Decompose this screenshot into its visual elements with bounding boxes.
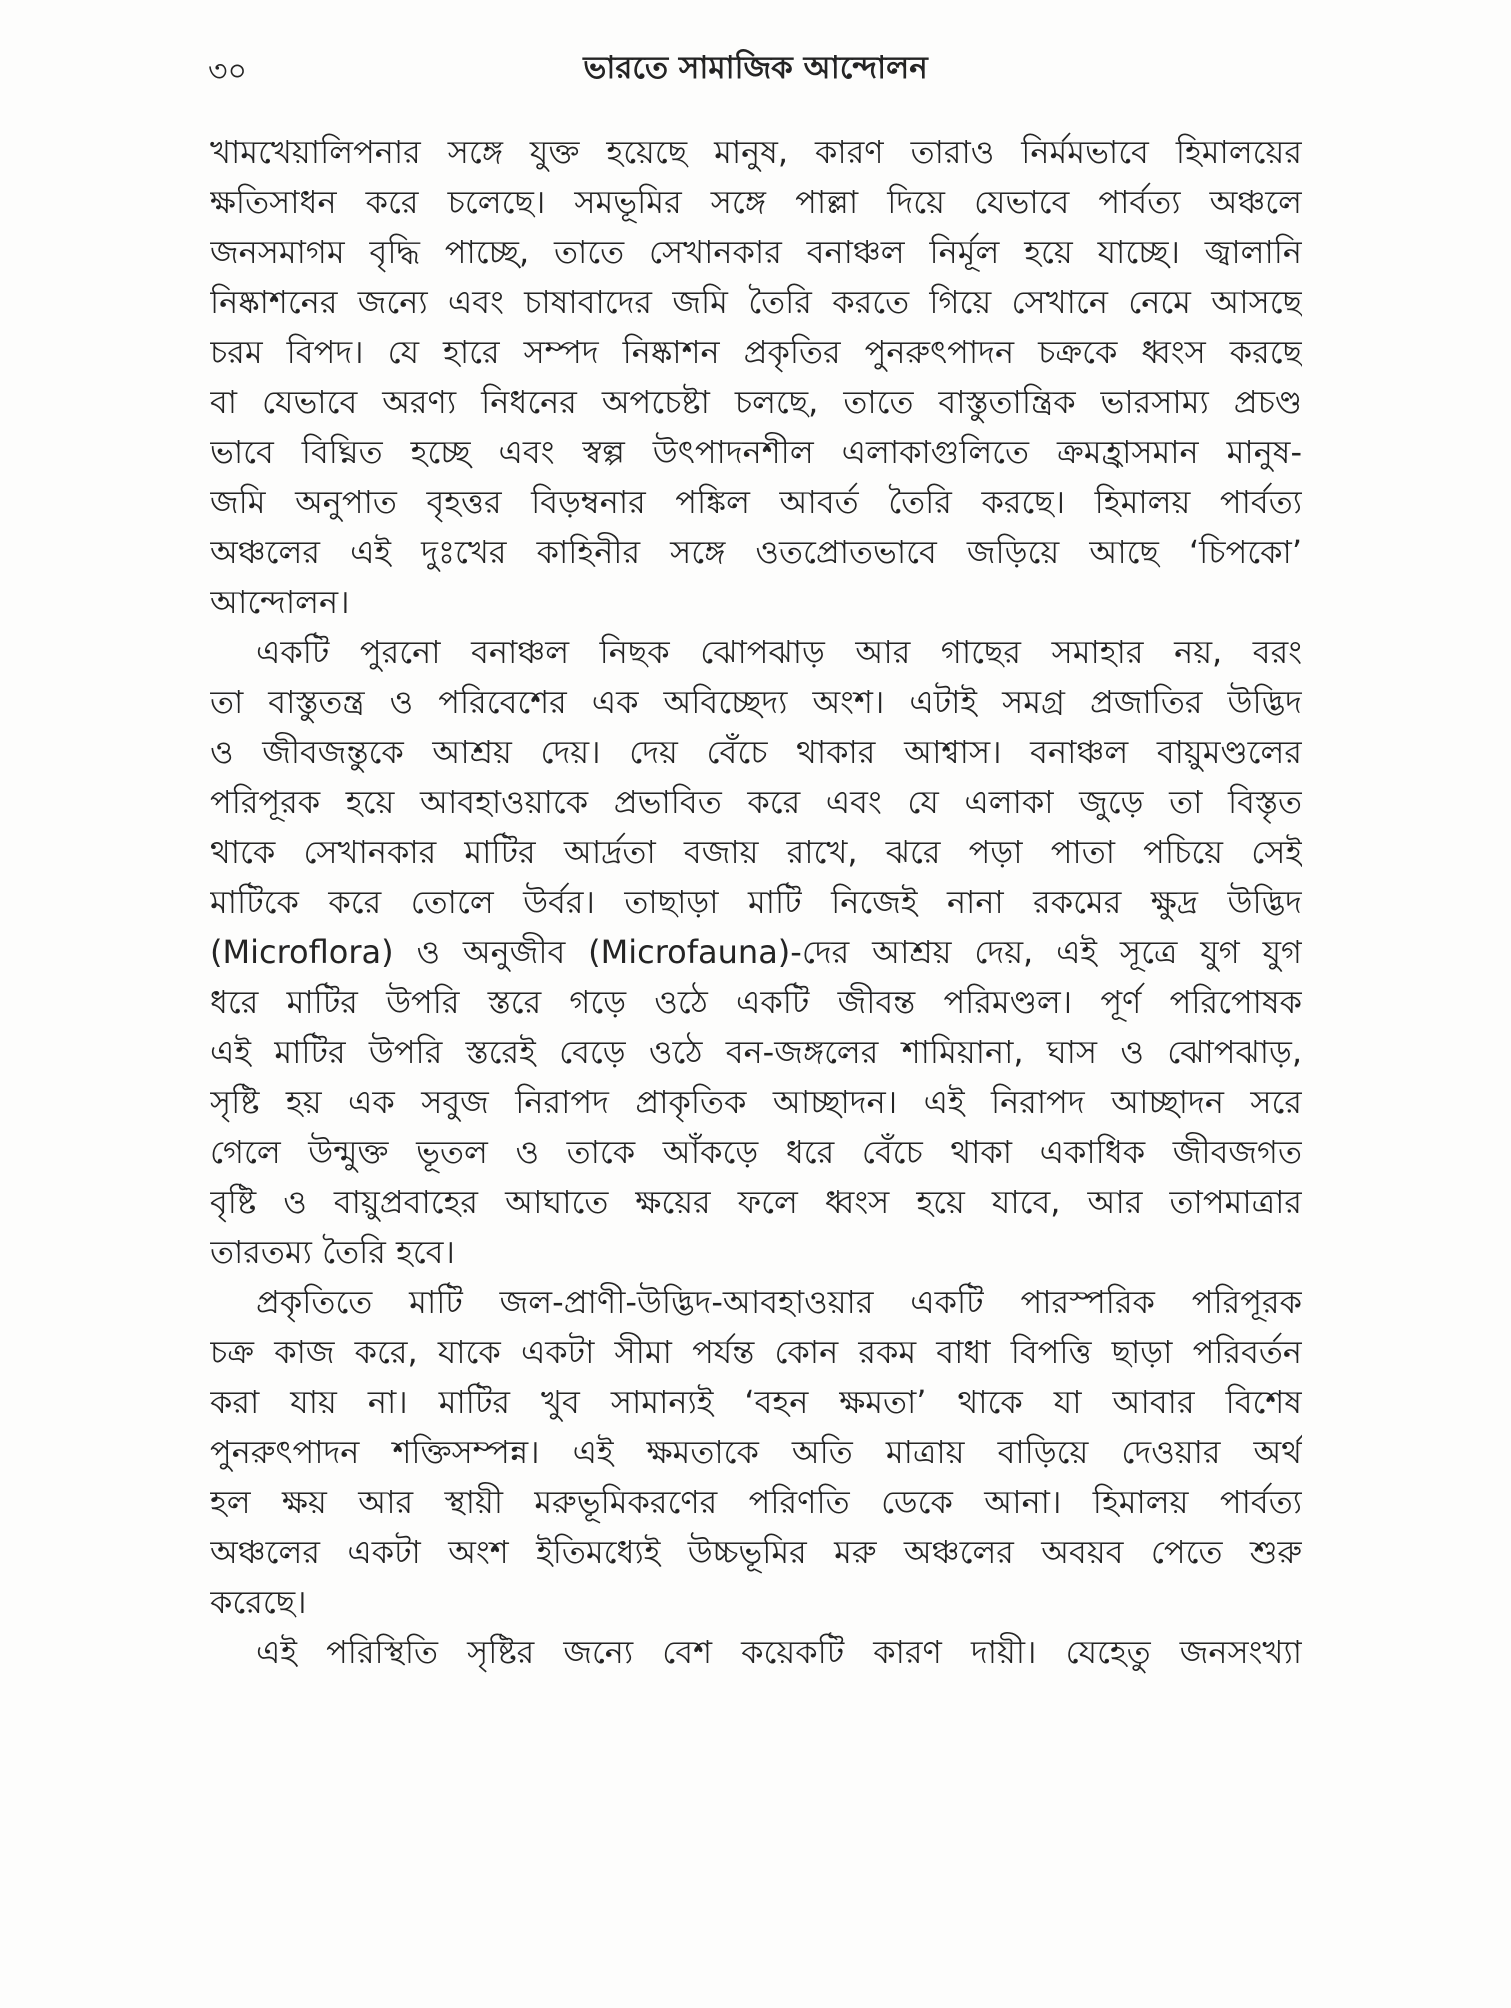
page-number: ৩০	[208, 54, 248, 89]
text-line: পরিপূরক হয়ে আবহাওয়াকে প্রভাবিত করে এবং যে এলাকা জুড়ে তা বিস্তৃত	[210, 783, 1302, 821]
text-line: মাটিকে করে তোলে উর্বর। তাছাড়া মাটি নিজেই নানা রকমের ক্ষুদ্র উদ্ভিদ	[210, 883, 1302, 921]
text-line: জমি অনুপাত বৃহত্তর বিড়ম্বনার পঙ্কিল আবর্ত তৈরি করছে। হিমালয় পার্বত্য	[210, 483, 1302, 521]
text-line: এই পরিস্থিতি সৃষ্টির জন্যে বেশ কয়েকটি কারণ দায়ী। যেহেতু জনসংখ্যা	[256, 1633, 1302, 1671]
text-line: বা যেভাবে অরণ্য নিধনের অপচেষ্টা চলছে, তাতে বাস্তুতান্ত্রিক ভারসাম্য প্রচণ্ড	[210, 383, 1302, 421]
text-line: করেছে।	[210, 1583, 307, 1621]
text-line: জনসমাগম বৃদ্ধি পাচ্ছে, তাতে সেখানকার বনাঞ্চল নির্মূল হয়ে যাচ্ছে। জ্বালানি	[210, 233, 1302, 271]
text-line: (Microflora) ও অনুজীব (Microfauna)-দের আশ্রয় দেয়, এই সূত্রে যুগ যুগ	[210, 933, 1302, 971]
body-text	[210, 127, 1302, 1677]
text-line: নিষ্কাশনের জন্যে এবং চাষাবাদের জমি তৈরি করতে গিয়ে সেখানে নেমে আসছে	[210, 283, 1302, 321]
text-line: সৃষ্টি হয় এক সবুজ নিরাপদ প্রাকৃতিক আচ্ছাদন। এই নিরাপদ আচ্ছাদন সরে	[210, 1083, 1302, 1121]
text-line: ও জীবজন্তুকে আশ্রয় দেয়। দেয় বেঁচে থাকার আশ্বাস। বনাঞ্চল বায়ুমণ্ডলের	[210, 733, 1302, 771]
text-line: তা বাস্তুতন্ত্র ও পরিবেশের এক অবিচ্ছেদ্য অংশ। এটাই সমগ্র প্রজাতির উদ্ভিদ	[210, 683, 1302, 721]
text-line: পুনরুৎপাদন শক্তিসম্পন্ন। এই ক্ষমতাকে অতি মাত্রায় বাড়িয়ে দেওয়ার অর্থ	[210, 1433, 1302, 1471]
text-line: ধরে মাটির উপরি স্তরে গড়ে ওঠে একটি জীবন্ত পরিমণ্ডল। পূর্ণ পরিপোষক	[210, 983, 1302, 1021]
paragraph	[210, 627, 1302, 1277]
paragraph	[210, 1627, 1302, 1677]
text-line: অঞ্চলের একটা অংশ ইতিমধ্যেই উচ্চভূমির মরু অঞ্চলের অবয়ব পেতে শুরু	[210, 1533, 1302, 1571]
text-line: তারতম্য তৈরি হবে।	[210, 1233, 455, 1271]
running-title: ভারতে সামাজিক আন্দোলন	[583, 50, 928, 86]
text-line: অঞ্চলের এই দুঃখের কাহিনীর সঙ্গে ওতপ্রোতভাবে জড়িয়ে আছে ‘চিপকো’	[210, 533, 1302, 571]
text-line: করা যায় না। মাটির খুব সামান্যই ‘বহন ক্ষমতা’ থাকে যা আবার বিশেষ	[210, 1383, 1302, 1421]
paragraph	[210, 127, 1302, 627]
text-line: হল ক্ষয় আর স্থায়ী মরুভূমিকরণের পরিণতি ডেকে আনা। হিমালয় পার্বত্য	[210, 1483, 1302, 1521]
text-line: গেলে উন্মুক্ত ভূতল ও তাকে আঁকড়ে ধরে বেঁচে থাকা একাধিক জীবজগত	[210, 1133, 1302, 1171]
text-line: এই মাটির উপরি স্তরেই বেড়ে ওঠে বন-জঙ্গলের শামিয়ানা, ঘাস ও ঝোপঝাড়,	[210, 1033, 1302, 1071]
text-line: একটি পুরনো বনাঞ্চল নিছক ঝোপঝাড় আর গাছের সমাহার নয়, বরং	[256, 633, 1302, 671]
text-line: ভাবে বিঘ্নিত হচ্ছে এবং স্বল্প উৎপাদনশীল এলাকাগুলিতে ক্রমহ্রাসমান মানুষ-	[210, 433, 1302, 471]
text-line: থাকে সেখানকার মাটির আর্দ্রতা বজায় রাখে, ঝরে পড়া পাতা পচিয়ে সেই	[210, 833, 1302, 871]
text-line: চরম বিপদ। যে হারে সম্পদ নিষ্কাশন প্রকৃতির পুনরুৎপাদন চক্রকে ধ্বংস করছে	[210, 333, 1302, 371]
text-line: ক্ষতিসাধন করে চলেছে। সমভূমির সঙ্গে পাল্লা দিয়ে যেভাবে পার্বত্য অঞ্চলে	[210, 183, 1302, 221]
text-line: বৃষ্টি ও বায়ুপ্রবাহের আঘাতে ক্ষয়ের ফলে ধ্বংস হয়ে যাবে, আর তাপমাত্রার	[210, 1183, 1302, 1221]
text-line: খামখেয়ালিপনার সঙ্গে যুক্ত হয়েছে মানুষ, কারণ তারাও নির্মমভাবে হিমালয়ের	[210, 133, 1302, 171]
text-line: আন্দোলন।	[210, 583, 350, 621]
text-line: প্রকৃতিতে মাটি জল-প্রাণী-উদ্ভিদ-আবহাওয়ার একটি পারস্পরিক পরিপূরক	[256, 1283, 1302, 1321]
paragraph	[210, 1277, 1302, 1627]
text-line: চক্র কাজ করে, যাকে একটা সীমা পর্যন্ত কোন রকম বাধা বিপত্তি ছাড়া পরিবর্তন	[210, 1333, 1302, 1371]
